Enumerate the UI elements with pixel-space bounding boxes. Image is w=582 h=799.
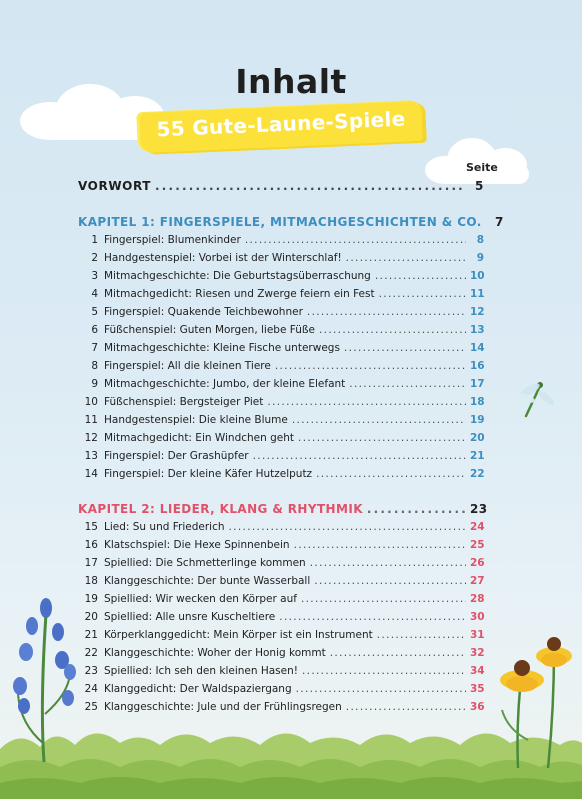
toc-entry[interactable] — [84, 306, 484, 322]
entry-title: Handgestenspiel: Vorbei ist der Winterschlaf! — [104, 252, 342, 264]
leader-dots — [298, 432, 466, 444]
leader-dots — [307, 306, 466, 318]
leader-dots — [316, 468, 466, 480]
toc-entry[interactable] — [84, 593, 484, 609]
entry-title: Körperklanggedicht: Mein Körper ist ein Instrument — [104, 629, 373, 641]
toc-entry[interactable] — [84, 450, 484, 466]
entry-page: 24 — [470, 521, 485, 533]
toc-entry[interactable] — [84, 432, 484, 448]
toc-entry[interactable] — [84, 288, 484, 304]
toc-entry[interactable] — [84, 665, 484, 681]
entry-title: Fingerspiel: Der kleine Käfer Hutzelputz — [104, 468, 313, 480]
entry-page: 27 — [470, 575, 485, 587]
entry-title: Spiellied: Wir wecken den Körper auf — [104, 593, 297, 605]
entry-page: 16 — [470, 360, 485, 372]
chapter-page: 23 — [470, 502, 488, 516]
entry-page: 28 — [470, 593, 485, 605]
entry-number: 13 — [84, 450, 98, 462]
leader-dots — [310, 557, 466, 569]
entry-title: Spiellied: Alle unsre Kuscheltiere — [104, 611, 276, 623]
entry-title: Mitmachgeschichte: Jumbo, der kleine Elefant — [104, 378, 346, 390]
toc-entry[interactable] — [84, 611, 484, 627]
entry-title: Mitmachgeschichte: Kleine Fische unterwegs — [104, 342, 340, 354]
leader-dots — [279, 611, 466, 623]
toc-entry[interactable] — [84, 539, 484, 555]
toc-entry[interactable] — [84, 360, 484, 376]
toc-entry[interactable] — [84, 342, 484, 358]
toc-entry[interactable] — [84, 468, 484, 484]
dragonfly-icon — [512, 376, 554, 424]
leader-dots — [375, 270, 466, 282]
entry-number: 19 — [84, 593, 98, 605]
toc-chapter-2[interactable] — [78, 502, 488, 518]
entry-title: Klatschspiel: Die Hexe Spinnenbein — [104, 539, 290, 551]
entry-title: Mitmachgeschichte: Die Geburtstagsüberraschung — [104, 270, 371, 282]
entry-number: 22 — [84, 647, 98, 659]
entry-number: 21 — [84, 629, 98, 641]
entry-page: 25 — [470, 539, 485, 551]
entry-page: 21 — [470, 450, 485, 462]
entry-title: Mitmachgedicht: Ein Windchen geht — [104, 432, 295, 444]
leader-dots — [330, 647, 466, 659]
entry-page: 32 — [470, 647, 485, 659]
leader-dots — [296, 683, 466, 695]
entry-title: Füßchenspiel: Bergsteiger Piet — [104, 396, 264, 408]
entry-number: 2 — [91, 252, 98, 264]
entry-title: Mitmachgedicht: Riesen und Zwerge feiern ein Fest — [104, 288, 375, 300]
entry-page: 36 — [470, 701, 485, 713]
entry-title: Spiellied: Ich seh den kleinen Hasen! — [104, 665, 298, 677]
entry-number: 1 — [91, 234, 98, 246]
chapter-title: KAPITEL 2: LIEDER, KLANG & RHYTHMIK — [78, 502, 363, 516]
toc-entry[interactable] — [84, 414, 484, 430]
toc-entry-title: VORWORT — [78, 179, 152, 193]
entry-page: 9 — [476, 252, 484, 264]
leader-dots — [367, 502, 466, 516]
entry-page: 10 — [470, 270, 485, 282]
leader-dots — [245, 234, 466, 246]
entry-page: 11 — [470, 288, 485, 300]
entry-number: 20 — [84, 611, 98, 623]
entry-number: 10 — [84, 396, 98, 408]
leader-dots — [253, 450, 466, 462]
subtitle: 55 Gute-Laune-Spiele — [156, 106, 406, 142]
entry-title: Fingerspiel: All die kleinen Tiere — [104, 360, 271, 372]
entry-title: Klanggeschichte: Der bunte Wasserball — [104, 575, 311, 587]
leader-dots — [292, 414, 466, 426]
entry-page: 34 — [470, 665, 485, 677]
entry-title: Klanggedicht: Der Waldspaziergang — [104, 683, 292, 695]
entry-page: 18 — [470, 396, 485, 408]
page-column-label: Seite — [466, 161, 498, 174]
leader-dots — [229, 521, 467, 533]
toc-entry[interactable] — [84, 252, 484, 268]
entry-number: 4 — [91, 288, 98, 300]
entry-number: 8 — [91, 360, 98, 372]
toc-entry[interactable] — [84, 270, 484, 286]
entry-title: Füßchenspiel: Guten Morgen, liebe Füße — [104, 324, 315, 336]
leader-dots — [314, 575, 466, 587]
toc-entry[interactable] — [84, 521, 484, 537]
entry-page: 13 — [470, 324, 485, 336]
toc-vorwort[interactable] — [78, 179, 484, 195]
entry-number: 12 — [84, 432, 98, 444]
entry-number: 9 — [91, 378, 98, 390]
entry-title: Handgestenspiel: Die kleine Blume — [104, 414, 288, 426]
entry-number: 23 — [84, 665, 98, 677]
leader-dots — [155, 179, 466, 193]
toc-entry[interactable] — [84, 683, 484, 699]
leader-dots — [379, 288, 466, 300]
entry-number: 6 — [91, 324, 98, 336]
toc-entry[interactable] — [84, 575, 484, 591]
entry-number: 11 — [84, 414, 98, 426]
entry-title: Klanggeschichte: Woher der Honig kommt — [104, 647, 326, 659]
entry-page: 12 — [470, 306, 485, 318]
entry-title: Klanggeschichte: Jule und der Frühlingsregen — [104, 701, 342, 713]
leader-dots — [294, 539, 466, 551]
entry-page: 8 — [476, 234, 484, 246]
entry-title: Spiellied: Die Schmetterlinge kommen — [104, 557, 306, 569]
entry-number: 17 — [84, 557, 98, 569]
toc-entry[interactable] — [84, 647, 484, 663]
entry-number: 7 — [91, 342, 98, 354]
leader-dots — [346, 252, 466, 264]
bluebell-flower-illustration — [10, 594, 80, 764]
entry-number: 16 — [84, 539, 98, 551]
chapter-title: KAPITEL 1: FINGERSPIELE, MITMACHGESCHICHTEN & CO. — [78, 215, 482, 229]
entry-page: 30 — [470, 611, 485, 623]
entry-page: 20 — [470, 432, 485, 444]
entry-number: 3 — [91, 270, 98, 282]
entry-page: 22 — [470, 468, 485, 480]
entry-page: 31 — [470, 629, 485, 641]
toc-entry-page: 5 — [475, 179, 484, 193]
toc-entry[interactable] — [84, 629, 484, 645]
toc-entry[interactable] — [84, 378, 484, 394]
entry-number: 14 — [84, 468, 98, 480]
leader-dots — [275, 360, 466, 372]
leader-dots — [302, 665, 466, 677]
entry-page: 14 — [470, 342, 485, 354]
leader-dots — [344, 342, 466, 354]
leader-dots — [267, 396, 466, 408]
yellow-flower-illustration — [488, 620, 578, 770]
entry-number: 24 — [84, 683, 98, 695]
leader-dots — [301, 593, 466, 605]
chapter-page: 7 — [494, 215, 504, 229]
toc-entry[interactable] — [84, 324, 484, 340]
page-title: Inhalt — [235, 62, 347, 101]
entry-title: Fingerspiel: Der Grashüpfer — [104, 450, 249, 462]
leader-dots — [349, 378, 466, 390]
entry-number: 5 — [91, 306, 98, 318]
toc-entry[interactable] — [84, 557, 484, 573]
entry-title: Fingerspiel: Quakende Teichbewohner — [104, 306, 303, 318]
toc-chapter-1[interactable] — [78, 215, 504, 231]
entry-page: 17 — [470, 378, 485, 390]
leader-dots — [377, 629, 466, 641]
entry-title: Lied: Su und Friederich — [104, 521, 225, 533]
leader-dots — [319, 324, 466, 336]
entry-page: 19 — [470, 414, 485, 426]
entry-number: 25 — [84, 701, 98, 713]
toc-entry[interactable] — [84, 234, 484, 250]
entry-title: Fingerspiel: Blumenkinder — [104, 234, 241, 246]
entry-number: 15 — [84, 521, 98, 533]
entry-page: 26 — [470, 557, 485, 569]
entry-page: 35 — [470, 683, 485, 695]
entry-number: 18 — [84, 575, 98, 587]
toc-entry[interactable] — [84, 396, 484, 412]
